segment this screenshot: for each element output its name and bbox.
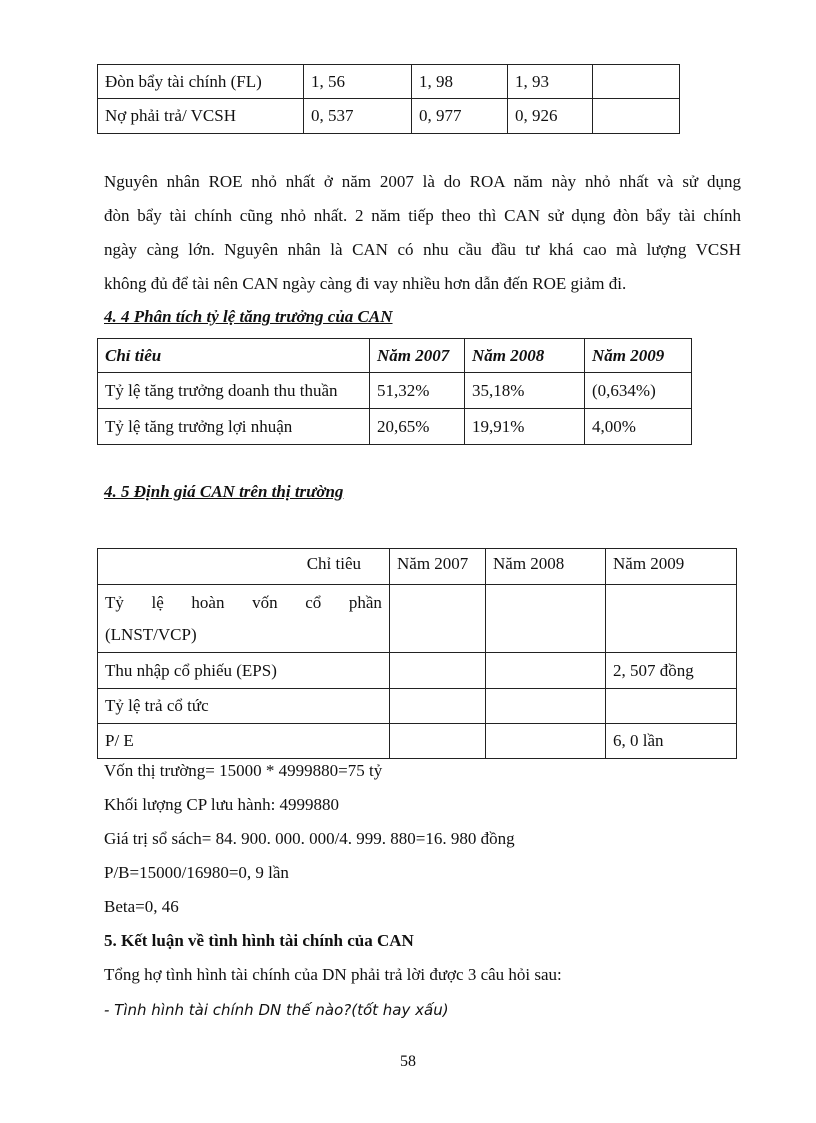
table-cell: 1, 56: [304, 65, 412, 99]
table-cell: Nợ phải trả/ VCSH: [98, 99, 304, 134]
section-heading-valuation: 4. 5 Định giá CAN trên thị trường: [104, 482, 344, 501]
valuation-table: [97, 548, 737, 759]
cell-line: (LNST/VCP): [105, 624, 197, 644]
conclusion-question: - Tình hình tài chính DN thế nào?(tốt hay xấu): [104, 1001, 449, 1019]
table-cell: 35,18%: [465, 373, 585, 409]
growth-table: [97, 338, 692, 445]
table-header-cell: Năm 2008: [465, 339, 585, 373]
table-header-cell: Năm 2009: [606, 549, 737, 585]
table-cell: [486, 689, 606, 724]
roe-explanation-paragraph: [104, 165, 741, 301]
table-cell: (0,634%): [585, 373, 692, 409]
table-cell: [486, 724, 606, 759]
leverage-table: [97, 64, 680, 134]
table-row: [98, 689, 737, 724]
note-shares-outstanding: Khối lượng CP lưu hành: 4999880: [104, 795, 340, 814]
table-cell: 0, 977: [412, 99, 508, 134]
table-row: [98, 585, 737, 653]
table-header-cell: Năm 2008: [486, 549, 606, 585]
note-pb-ratio: P/B=15000/16980=0, 9 lần: [104, 863, 289, 882]
table-cell: [606, 689, 737, 724]
note-market-cap: Vốn thị trường= 15000 * 4999880=75 tỷ: [104, 761, 383, 780]
table-row: [98, 99, 680, 134]
word: Tỷ: [105, 592, 124, 612]
table-cell: 0, 926: [508, 99, 593, 134]
table-cell: [390, 689, 486, 724]
paragraph-line: ngày càng lớn. Nguyên nhân là CAN có nhu cầu đầu tư khá cao mà lượng VCSH: [104, 240, 741, 259]
section-heading-conclusion: 5. Kết luận về tình hình tài chính của CAN: [104, 931, 414, 950]
table-header-cell: Năm 2007: [370, 339, 465, 373]
table-header-cell: Năm 2007: [390, 549, 486, 585]
word: cổ: [305, 592, 322, 612]
table-cell: Đòn bẩy tài chính (FL): [98, 65, 304, 99]
table-cell: 1, 93: [508, 65, 593, 99]
table-cell: [390, 585, 486, 653]
table-header-row: [98, 549, 737, 585]
table-cell: [593, 99, 680, 134]
word: vốn: [252, 592, 278, 612]
table-cell: 51,32%: [370, 373, 465, 409]
table-cell: [390, 724, 486, 759]
table-row: [98, 409, 692, 445]
justified-line: [105, 587, 382, 619]
table-cell: 4,00%: [585, 409, 692, 445]
table-header-row: [98, 339, 692, 373]
paragraph-line: Nguyên nhân ROE nhỏ nhất ở năm 2007 là do ROA năm này nhỏ nhất và sử dụng: [104, 172, 741, 191]
word: phần: [348, 592, 382, 612]
table-cell: 0, 537: [304, 99, 412, 134]
table-cell: [98, 585, 390, 653]
table-cell: [390, 653, 486, 689]
conclusion-intro: Tổng hợ tình hình tài chính của DN phải trả lời được 3 câu hỏi sau:: [104, 965, 562, 984]
table-cell: 1, 98: [412, 65, 508, 99]
table-row: [98, 653, 737, 689]
table-cell: Thu nhập cổ phiếu (EPS): [98, 653, 390, 689]
table-header-cell: Năm 2009: [585, 339, 692, 373]
paragraph-line: không đủ để tài nên CAN ngày càng đi vay nhiều hơn dẫn đến ROE giảm đi.: [104, 274, 627, 293]
table-cell: 2, 507 đồng: [606, 653, 737, 689]
table-cell: 6, 0 lần: [606, 724, 737, 759]
table-cell: Tỷ lệ trả cổ tức: [98, 689, 390, 724]
table-cell: [486, 585, 606, 653]
table-header-cell: Chỉ tiêu: [98, 549, 390, 585]
word: hoàn: [191, 592, 225, 612]
table-row: [98, 65, 680, 99]
word: lệ: [151, 592, 164, 612]
note-book-value: Giá trị sổ sách= 84. 900. 000. 000/4. 999. 880=16. 980 đồng: [104, 829, 515, 848]
section-heading-growth: 4. 4 Phân tích tỷ lệ tăng trưởng của CAN: [104, 307, 393, 326]
table-cell: 20,65%: [370, 409, 465, 445]
table-cell: [606, 585, 737, 653]
table-cell: [593, 65, 680, 99]
table-cell: Tỷ lệ tăng trưởng doanh thu thuần: [98, 373, 370, 409]
table-row: [98, 724, 737, 759]
page-number: 58: [400, 1053, 416, 1070]
table-cell: [486, 653, 606, 689]
table-cell: Tỷ lệ tăng trưởng lợi nhuận: [98, 409, 370, 445]
table-cell: 19,91%: [465, 409, 585, 445]
table-cell: P/ E: [98, 724, 390, 759]
table-header-cell: Chỉ tiêu: [98, 339, 370, 373]
table-row: [98, 373, 692, 409]
paragraph-line: đòn bẩy tài chính cũng nhỏ nhất. 2 năm tiếp theo thì CAN sử dụng đòn bẩy tài chính: [104, 206, 741, 225]
note-beta: Beta=0, 46: [104, 897, 179, 916]
